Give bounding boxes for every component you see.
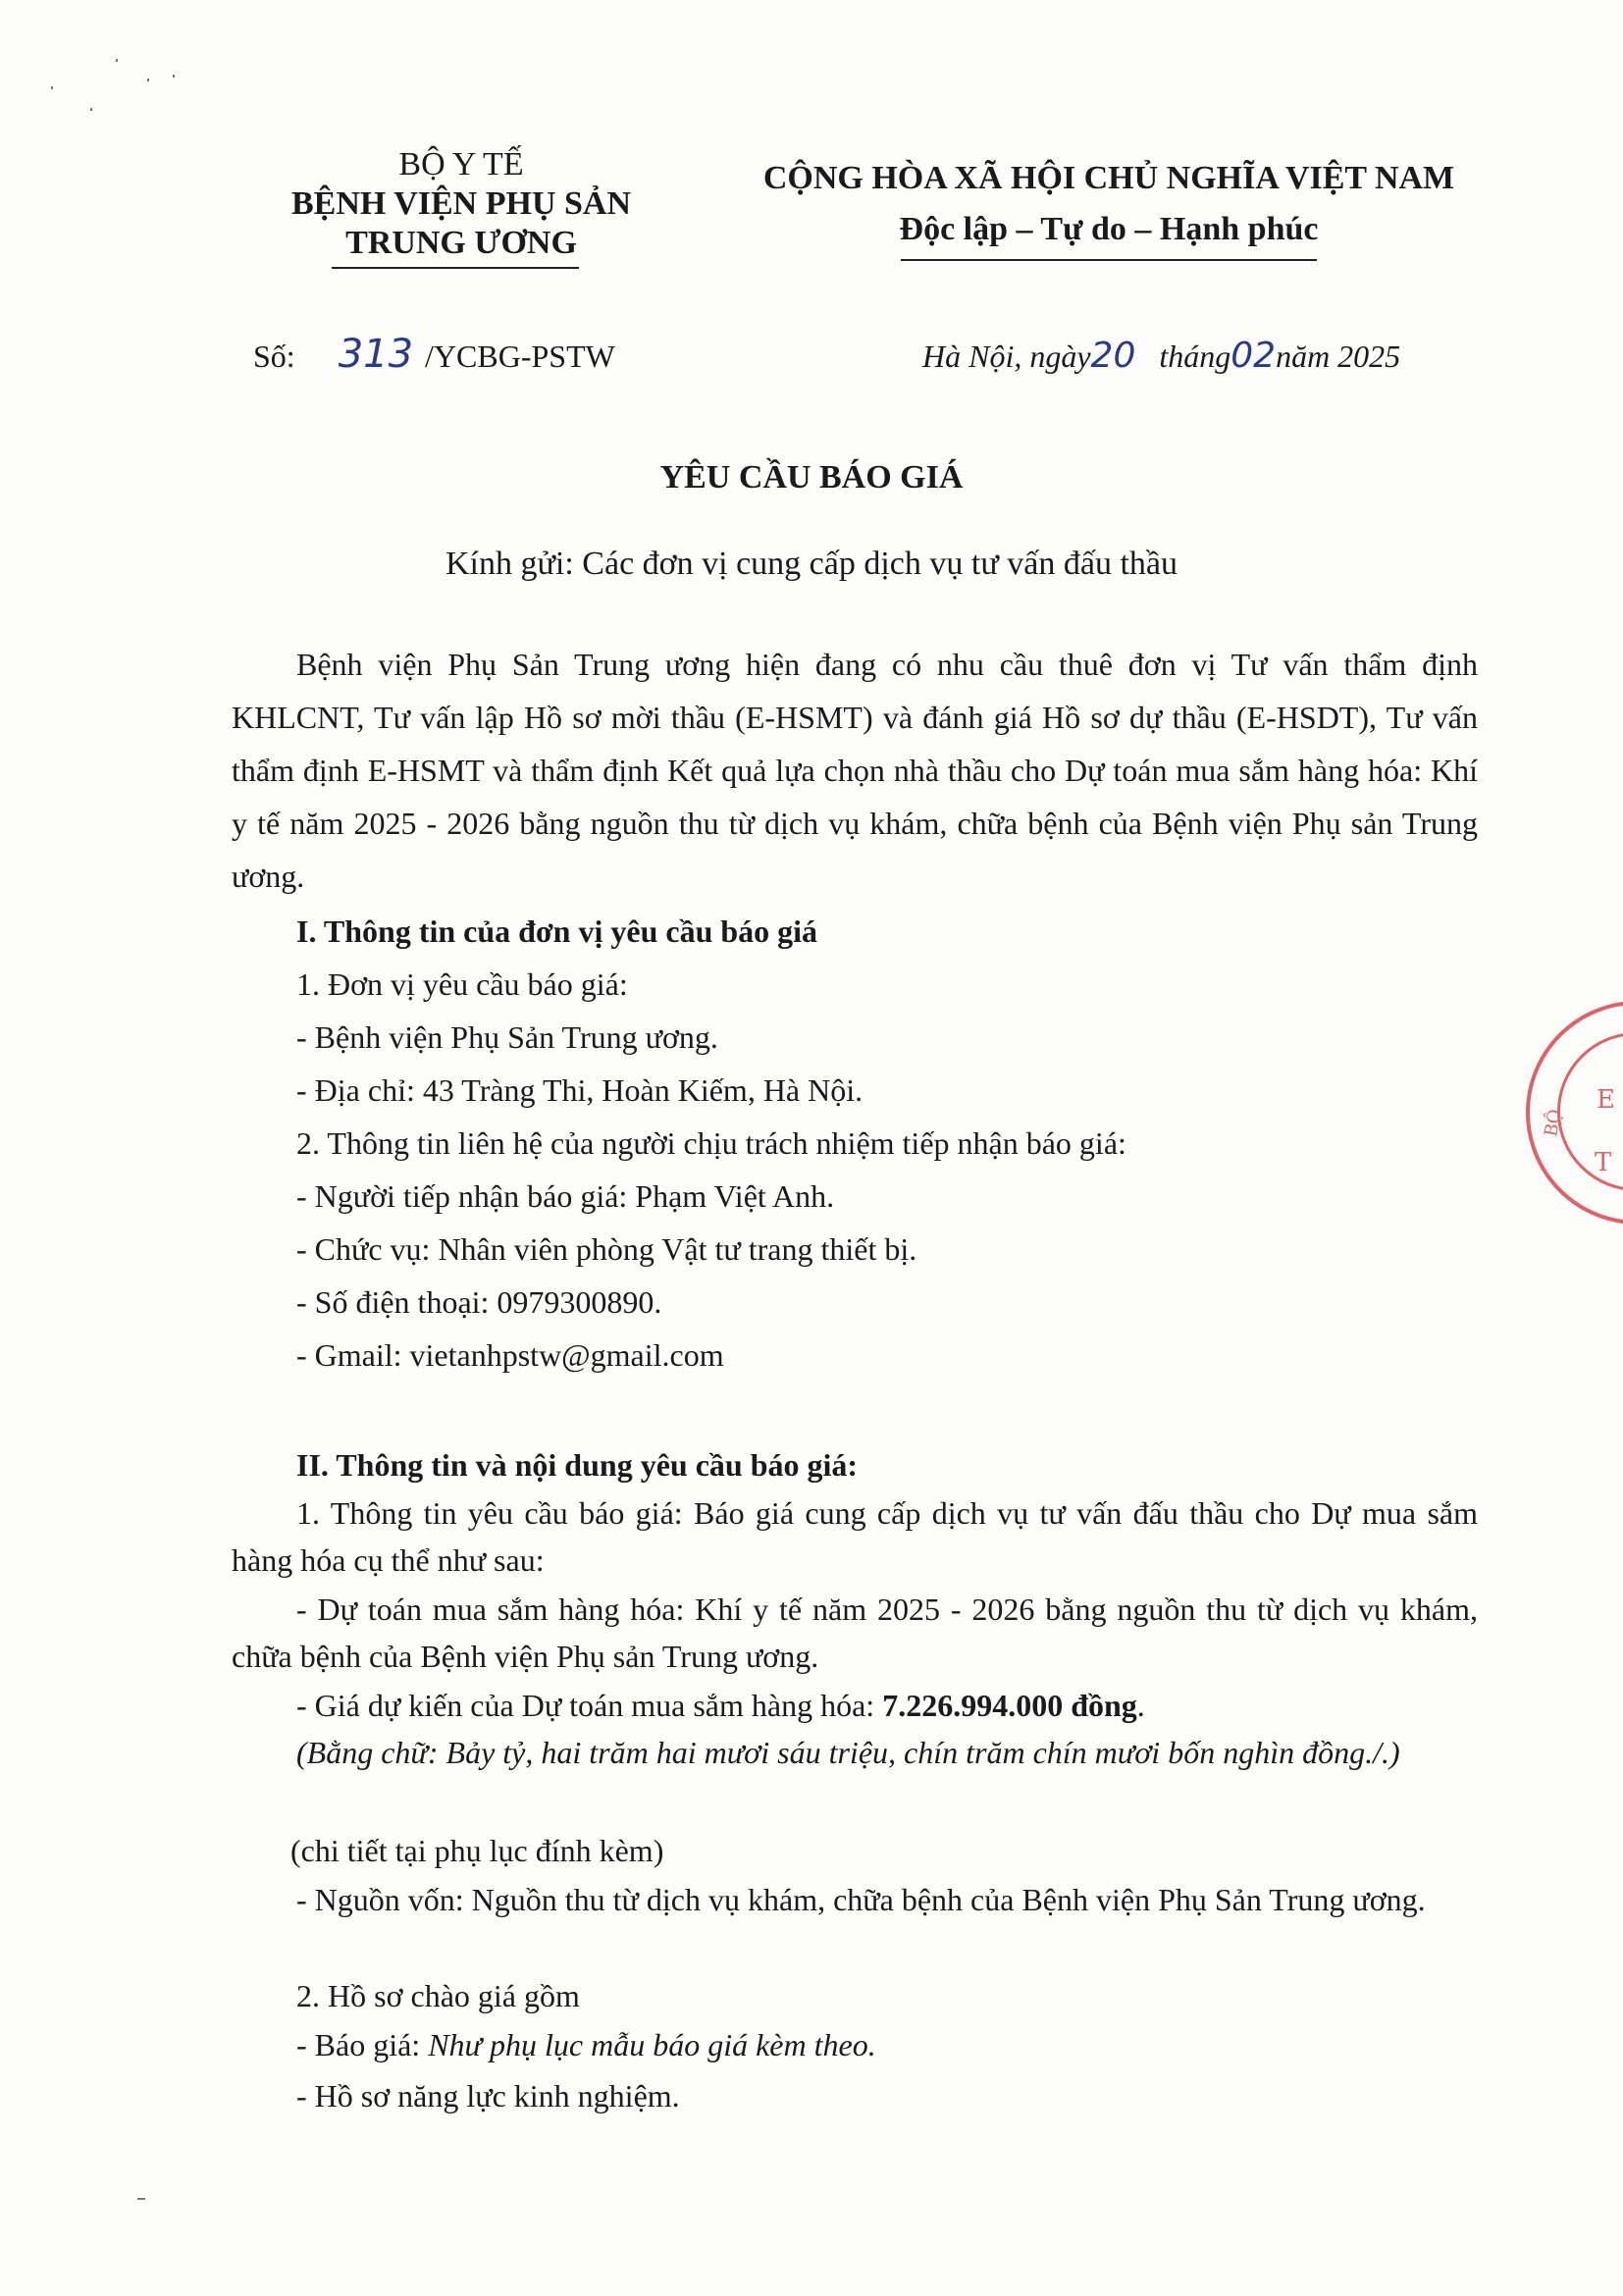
- section-1-item-2: 2. Thông tin liên hệ của người chịu trách nhiệm tiếp nhận báo giá:: [296, 1125, 1126, 1161]
- date-month-label: tháng: [1159, 339, 1231, 374]
- hospital-name-line1: BỆNH VIỆN PHỤ SẢN: [290, 185, 632, 222]
- hospital-name-line2: TRUNG ƯƠNG: [345, 225, 577, 261]
- scan-speck: [137, 2198, 145, 2200]
- hospital-stamp: [1526, 1001, 1623, 1225]
- date-day-handwritten: 20: [1090, 336, 1136, 376]
- stamp-letter: BỘ: [1541, 1107, 1566, 1139]
- header-left: [245, 145, 677, 263]
- receiver-position: - Chức vụ: Nhân viên phòng Vật tư trang thiết bị.: [296, 1231, 917, 1267]
- section-2-heading: II. Thông tin và nội dung yêu cầu báo giá:: [296, 1447, 859, 1483]
- stamp-letter: E: [1597, 1085, 1615, 1115]
- scan-speck: [51, 86, 53, 89]
- section-1-heading: I. Thông tin của đơn vị yêu cầu báo giá: [296, 913, 818, 949]
- quote-line: [296, 2021, 876, 2068]
- section-1: [296, 905, 1474, 1382]
- motto: Độc lập – Tự do – Hạnh phúc: [899, 211, 1319, 247]
- estimated-price-label: - Giá dự kiến của Dự toán mua sắm hàng hóa:: [296, 1688, 883, 1723]
- republic-name: CỘNG HÒA XÃ HỘI CHỦ NGHĨA VIỆT NAM: [762, 160, 1455, 196]
- doc-number-suffix: /YCBG-PSTW: [425, 339, 615, 374]
- receiver-email: - Gmail: vietanhpstw@gmail.com: [296, 1337, 724, 1373]
- receiver-name: - Người tiếp nhận báo giá: Phạm Việt Anh.: [296, 1178, 835, 1214]
- section-2-item-1: 1. Thông tin yêu cầu báo giá: Báo giá cung cấp dịch vụ tư vấn đấu thầu cho Dự mua sắm hàng hóa cụ thể như sau:: [232, 1495, 1478, 1578]
- motto-underline: [901, 259, 1317, 261]
- header-left-underline: [332, 267, 579, 269]
- stamp-letter: T: [1595, 1148, 1612, 1177]
- receiver-phone: - Số điện thoại: 0979300890.: [296, 1284, 662, 1320]
- scan-speck: [116, 59, 118, 62]
- scan-speck: [90, 108, 92, 111]
- appendix-note: (chi tiết tại phụ lục đính kèm): [290, 1833, 664, 1868]
- date-year: năm 2025: [1276, 339, 1401, 374]
- funding-source: - Nguồn vốn: Nguồn thu từ dịch vụ khám, chữa bệnh của Bệnh viện Phụ Sản Trung ương.: [296, 1882, 1426, 1917]
- ministry-name: BỘ Y TẾ: [398, 146, 524, 183]
- date-line: [922, 336, 1400, 376]
- intro-paragraph: Bệnh viện Phụ Sản Trung ương hiện đang có nhu cầu thuê đơn vị Tư vấn thẩm định KHLCNT, Tư vấn lập Hồ sơ mời thầu (E-HSMT) và đánh giá Hồ sơ dự thầu (E-HSDT), Tư vấn thẩm định E-HSMT và thẩm định Kết quả lựa chọn nhà thầu cho Dự toán mua sắm hàng hóa: Khí y tế năm 2025 - 2026 bằng nguồn thu từ dịch vụ khám, chữa bệnh của Bệnh viện Phụ sản Trung ương.: [232, 647, 1478, 894]
- date-month-handwritten: 02: [1230, 336, 1277, 376]
- goods-estimate: - Dự toán mua sắm hàng hóa: Khí y tế năm 2025 - 2026 bằng nguồn thu từ dịch vụ khám, chữa bệnh của Bệnh viện Phụ sản Trung ương.: [232, 1592, 1478, 1674]
- estimated-price-end: .: [1136, 1688, 1145, 1723]
- price-in-words: (Bằng chữ: Bảy tỷ, hai trăm hai mươi sáu triệu, chín trăm chín mươi bốn nghìn đồng./.): [296, 1735, 1400, 1770]
- scan-speck: [173, 75, 175, 78]
- unit-address: - Địa chỉ: 43 Tràng Thi, Hoàn Kiếm, Hà Nội.: [296, 1072, 864, 1108]
- estimated-price: [296, 1682, 1474, 1729]
- doc-number-handwritten: 313: [338, 332, 414, 377]
- date-place: Hà Nội, ngày: [922, 339, 1091, 374]
- estimated-price-value: 7.226.994.000 đồng: [882, 1688, 1137, 1723]
- recipient-line: Kính gửi: Các đơn vị cung cấp dịch vụ tư vấn đấu thầu: [445, 546, 1178, 582]
- requesting-unit: - Bệnh viện Phụ Sản Trung ương.: [296, 1019, 718, 1055]
- scan-speck: [147, 78, 149, 81]
- section-1-item-1: 1. Đơn vị yêu cầu báo giá:: [296, 966, 628, 1002]
- experience-profile: - Hồ sơ năng lực kinh nghiệm.: [296, 2078, 680, 2113]
- doc-number-label: Số:: [253, 339, 295, 374]
- quote-value: Như phụ lục mẫu báo giá kèm theo.: [428, 2027, 876, 2062]
- header-right: [677, 159, 1541, 249]
- section-2-item-2: 2. Hồ sơ chào giá gồm: [296, 1978, 580, 2013]
- quote-label: - Báo giá:: [296, 2027, 429, 2062]
- document-title: YÊU CẦU BÁO GIÁ: [659, 459, 964, 496]
- document-number: [253, 332, 615, 377]
